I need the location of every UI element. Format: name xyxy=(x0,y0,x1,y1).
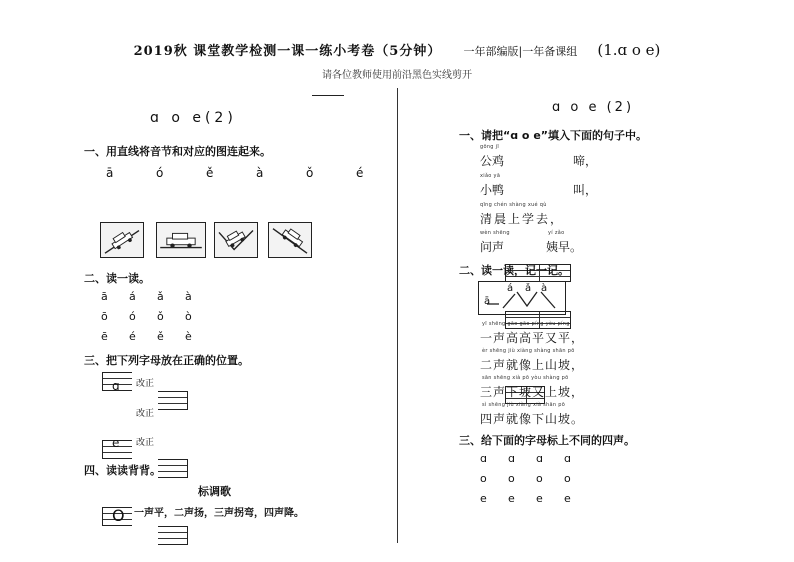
pinyin: wèn shēng xyxy=(480,230,510,236)
letter-to-mark[interactable]: ɑ xyxy=(564,452,571,465)
tone-letter: ó xyxy=(129,310,136,323)
right-q1-label: 一、请把“ɑ o e”填入下面的句子中。 xyxy=(459,129,648,142)
sentence-pre: 公鸡 xyxy=(480,154,505,168)
tone-diagram xyxy=(478,281,566,315)
syllable: ā xyxy=(106,166,114,180)
edition-label: 一年部编版|一年备课组 xyxy=(463,45,578,58)
correction-label: 改正 xyxy=(136,379,155,389)
mark-row[interactable] xyxy=(480,492,592,505)
tone-verse: 二声就像上山坡， xyxy=(480,358,585,372)
tone-letter: á xyxy=(129,290,136,303)
sentence-pre: 小鸭 xyxy=(480,183,505,197)
pinyin: yí zǎo xyxy=(548,230,565,236)
pinyin: sān shēng xià pō yòu shàng pō xyxy=(482,375,569,381)
letter-to-mark[interactable]: e xyxy=(536,492,543,505)
pinyin: xiǎo yā xyxy=(480,173,501,179)
letter-to-mark[interactable]: ɑ xyxy=(480,452,487,465)
read-row xyxy=(101,310,213,323)
worksheet-title: 2019秋 课堂教学检测一课一练小考卷（5分钟） xyxy=(133,44,442,59)
sentence-pre: 问声 xyxy=(480,240,505,254)
tone-letter: ǒ xyxy=(157,310,164,323)
tone-letter: ò xyxy=(185,310,192,323)
short-rule xyxy=(312,95,344,96)
pinyin: gōng jī xyxy=(480,144,500,150)
header xyxy=(0,40,794,59)
letter-to-mark[interactable]: e xyxy=(508,492,515,505)
letter-to-mark[interactable]: ɑ xyxy=(508,452,515,465)
four-line-box-wrong xyxy=(102,436,132,459)
four-line-box-wrong xyxy=(102,372,132,391)
left-q2-label: 二、读一读。 xyxy=(84,272,150,285)
right-title: ɑ o e (2) xyxy=(552,100,635,115)
car-picture-descending[interactable] xyxy=(268,222,312,258)
tone-letter: é xyxy=(129,330,136,343)
syllable: é xyxy=(356,166,364,180)
letter-to-mark[interactable]: o xyxy=(508,472,515,485)
left-q4-label: 四、读读背背。 xyxy=(84,464,161,477)
center-divider xyxy=(397,88,398,543)
pinyin: qīng chén shàng xué qù xyxy=(480,202,547,208)
pinyin: sì shēng jiù xiàng xià shān pō xyxy=(482,402,566,408)
diagram-letter: ā xyxy=(484,296,491,307)
syllable: ě xyxy=(206,166,214,180)
poem-text: 一声平，二声扬，三声拐弯，四声降。 xyxy=(134,508,304,519)
sentence-post: 啼， xyxy=(573,154,598,168)
tone-letter: ā xyxy=(101,290,108,303)
misplaced-letter: ɑ xyxy=(112,379,120,393)
mark-row[interactable] xyxy=(480,472,592,485)
car-picture-ascending[interactable] xyxy=(100,222,144,258)
sentence-post: 姨早。 xyxy=(546,240,583,254)
correction-label: 改正 xyxy=(136,409,155,419)
car-picture-flat[interactable] xyxy=(156,222,206,258)
tone-letter: ē xyxy=(101,330,108,343)
mark-row[interactable] xyxy=(480,452,592,465)
letter-to-mark[interactable]: e xyxy=(564,492,571,505)
diagram-letter: à xyxy=(541,283,548,294)
letter-to-mark[interactable]: e xyxy=(480,492,487,505)
left-q3-label: 三、把下列字母放在正确的位置。 xyxy=(84,354,249,367)
tone-letter: ō xyxy=(101,310,108,323)
cut-notice: 请各位教师使用前沿黑色实线剪开 xyxy=(322,70,472,81)
letter-to-mark[interactable]: o xyxy=(480,472,487,485)
read-row xyxy=(101,330,213,343)
poem-title: 标调歌 xyxy=(198,485,231,498)
tone-verse: 一声高高平又平， xyxy=(480,331,585,345)
correction-label: 改正 xyxy=(136,438,155,448)
sentence-post: 叫， xyxy=(573,183,598,197)
four-line-box-answer[interactable] xyxy=(158,391,188,410)
letter-to-mark[interactable]: ɑ xyxy=(536,452,543,465)
syllable: ó xyxy=(156,166,164,180)
sentence-pre: 清晨上学去， xyxy=(480,212,565,226)
left-title: ɑ o e(2) xyxy=(150,110,237,126)
letter-to-mark[interactable]: o xyxy=(564,472,571,485)
lesson-tag: (1.ɑ o e) xyxy=(597,41,661,59)
syllable-row xyxy=(106,162,376,181)
diagram-letter: ǎ xyxy=(525,283,532,294)
pinyin: èr shēng jiù xiàng shàng shān pō xyxy=(482,348,575,354)
four-line-box-answer[interactable] xyxy=(158,526,188,545)
tone-verse: 三声下坡又上坡， xyxy=(480,385,585,399)
tone-diagram-lines xyxy=(479,282,567,316)
right-q2-label: 二、读一读，记一记。 xyxy=(459,264,569,277)
tone-letter: ǎ xyxy=(157,290,164,303)
car-picture-valley[interactable] xyxy=(214,222,258,258)
diagram-letter: á xyxy=(507,283,514,294)
tone-letter: à xyxy=(185,290,192,303)
misplaced-letter: O xyxy=(112,506,125,525)
syllable: à xyxy=(256,166,264,180)
syllable: ǒ xyxy=(306,166,314,180)
four-line-box-answer[interactable] xyxy=(158,459,188,478)
tone-letter: ě xyxy=(157,330,164,343)
read-row xyxy=(101,290,213,303)
left-q1-label: 一、用直线将音节和对应的图连起来。 xyxy=(84,145,271,158)
right-q3-label: 三、给下面的字母标上不同的四声。 xyxy=(459,434,635,447)
misplaced-letter: e xyxy=(112,436,120,450)
tone-letter: è xyxy=(185,330,192,343)
pinyin: yī shēng gāo gāo píng yòu píng xyxy=(482,321,570,327)
letter-to-mark[interactable]: o xyxy=(536,472,543,485)
four-line-box-wrong xyxy=(102,507,132,526)
tone-verse: 四声就像下山坡。 xyxy=(480,412,585,426)
